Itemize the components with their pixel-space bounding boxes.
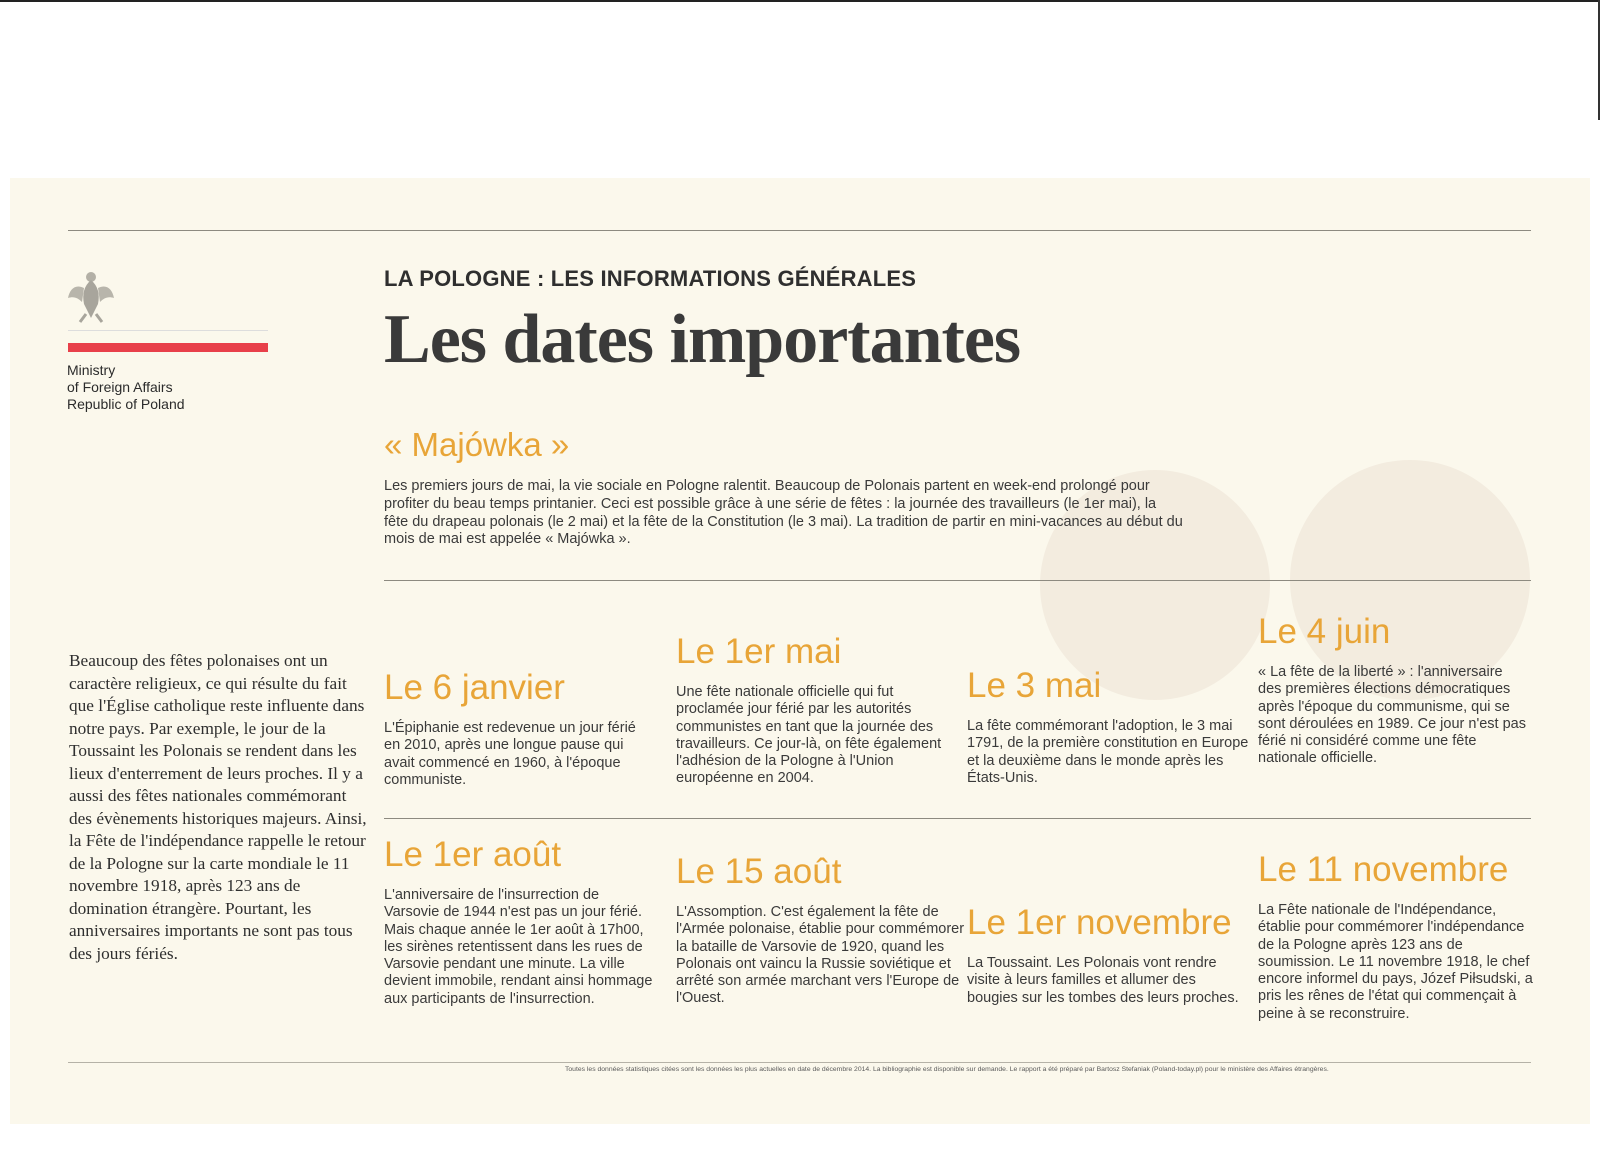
date-title: Le 1er août [384,835,562,874]
date-block-11-novembre [1258,850,1536,1023]
date-title: Le 1er novembre [967,903,1232,942]
ministry-line: of Foreign Affairs [67,379,173,395]
date-description: Une fête nationale officielle qui fut proclamée jour férié par les autorités communistes en tant que la journée des travailleurs. Ce jour-là, on fête également l'adhésion de la Pologne à l'Union européenne en 2004. [676,684,942,787]
footnote: Toutes les données statistiques citées sont les données les plus actuelles en date de décembre 2014. La bibliographie est disponible sur demande. Le rapport a été préparé par Bartosz Stefaniak (Poland-today.pl) pour le ministère des Affaires étrangères. [565,1066,1329,1073]
date-title: Le 1er mai [676,632,842,671]
flag-red-stripe [68,343,268,352]
intro-rule [384,580,1531,581]
ministry-line: Republic of Poland [67,396,185,412]
date-description: L'Épiphanie est redevenue un jour férié en 2010, après une longue pause qui avait commencé en 1960, à l'époque communiste. [384,720,636,788]
scan-edge-top [0,0,1600,2]
date-block-6-janvier [384,668,639,789]
intro-text: Les premiers jours de mai, la vie sociale en Pologne ralentit. Beaucoup de Polonais partent en week-end prolongé pour profiter du beau temps printanier. Ceci est possible grâce à une série de fêtes : la journée des travailleurs (le 1er mai), la fête du drapeau polonais (le 2 mai) et la fête de la Constitution (le 3 mai). La tradition de partir en mini-vacances au début du mois de mai est appelée « Majówka ». [384,478,1183,548]
ministry-line: Ministry [67,362,116,378]
polish-eagle-icon [66,268,116,324]
date-block-1er-aout [384,835,654,1008]
date-block-1er-novembre [967,903,1247,1007]
date-block-4-juin [1258,612,1526,768]
sidebar-text: Beaucoup des fêtes polonaises ont un caractère religieux, ce qui résulte du fait que l'Église catholique reste influente dans notre pays. Par exemple, le jour de la Toussaint les Polonais se rendent dans les lieux d'enterrement de leurs proches. Il y a aussi des fêtes nationales commémorant des évènements historiques majeurs. Ainsi, la Fête de l'indépendance rappelle le retour de la Pologne sur la carte mondiale le 11 novembre 1918, après 123 ans de domination étrangère. Pourtant, les anniversaires importants ne sont pas tous des jours fériés. [69,651,367,963]
date-title: Le 3 mai [967,666,1102,705]
bottom-rule [68,1062,1531,1063]
date-block-3-mai [967,666,1257,787]
top-rule [68,230,1531,231]
ministry-logo-text [67,362,185,413]
section-kicker: LA POLOGNE : LES INFORMATIONS GÉNÉRALES [384,266,917,291]
date-title: Le 6 janvier [384,668,565,707]
date-block-15-aout [676,852,966,1008]
date-description: La Toussaint. Les Polonais vont rendre visite à leurs familles et allumer des bougies sur les tombes des leurs proches. [967,955,1239,1006]
date-description: L'Assomption. C'est également la fête de l'Armée polonaise, établie pour commémorer la bataille de Varsovie de 1920, quand les Polonais ont vaincu la Russie soviétique et arrêté son armée marchant vers l'Europe de l'Ouest. [676,904,965,1007]
date-description: La fête commémorant l'adoption, le 3 mai 1791, de la première constitution en Europe et la deuxième dans le monde après les États-Unis. [967,718,1249,786]
flag-white-stripe [68,330,268,339]
date-description: « La fête de la liberté » : l'anniversaire des premières élections démocratiques après l'époque du communisme, qui se sont déroulées en 1989. Ce jour n'est pas férié ni considéré comme une fête nationale officielle. [1258,664,1526,767]
date-title: Le 15 août [676,852,842,891]
date-title: Le 4 juin [1258,612,1391,651]
intro-heading: « Majówka » [384,426,570,463]
date-description: L'anniversaire de l'insurrection de Varsovie de 1944 n'est pas un jour férié. Mais chaque année le 1er août à 17h00, les sirènes retentissent dans les rues de Varsovie pendant une minute. La ville devient immobile, rendant ainsi hommage aux participants de l'insurrection. [384,887,653,1007]
row-divider [384,818,1531,819]
page-title: Les dates importantes [384,301,1021,378]
date-block-1er-mai [676,632,946,788]
date-description: La Fête nationale de l'Indépendance, établie pour commémorer l'indépendance de la Pologne après 123 ans de soumission. Le 11 novembre 1918, le chef encore informel du pays, Józef Piłsudski, a pris les rênes de l'état qui commençait à peine à se reconstruire. [1258,902,1533,1022]
date-title: Le 11 novembre [1258,850,1509,889]
